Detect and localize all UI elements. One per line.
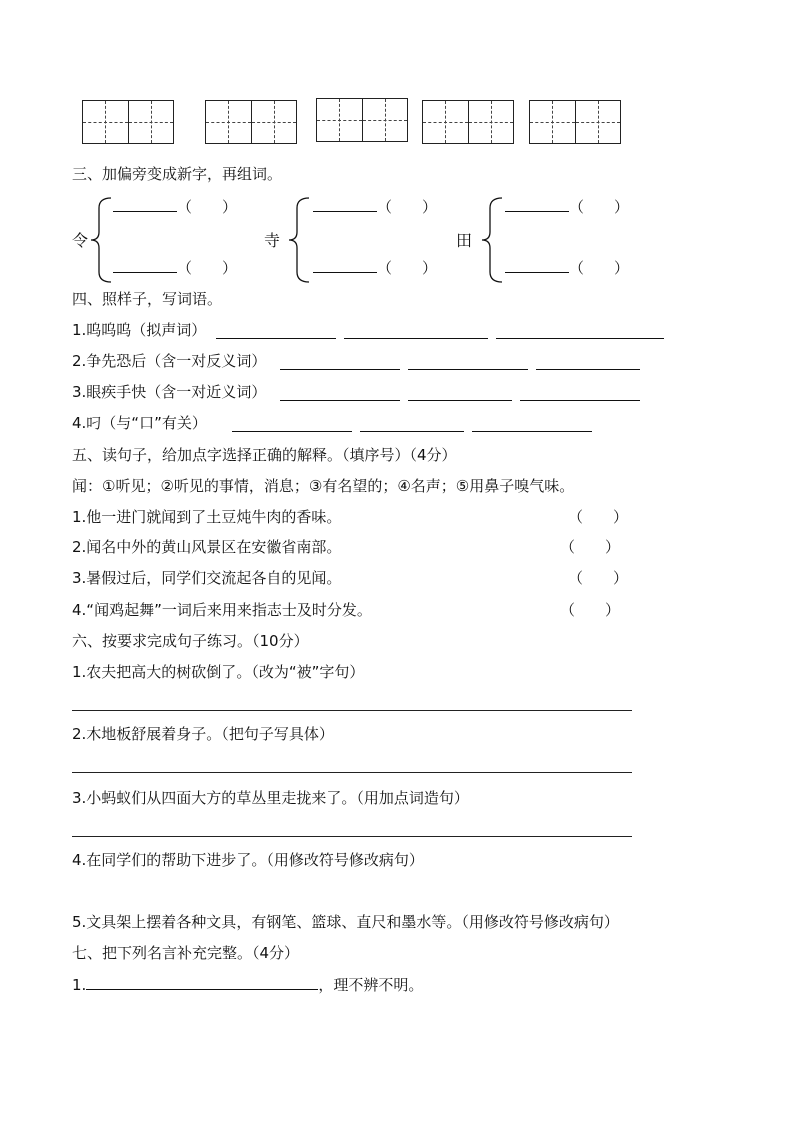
answer-blank[interactable] — [408, 369, 528, 370]
base-character: 寺 — [264, 231, 281, 250]
section-6-title: 六、按要求完成句子练习。（10分） — [72, 632, 309, 650]
answer-blank[interactable] — [280, 369, 400, 370]
brace-icon — [480, 196, 504, 284]
paren-blank[interactable]: （ ） — [560, 601, 621, 619]
paren-blank[interactable]: （ ） — [377, 198, 438, 216]
writing-grid-box[interactable] — [82, 100, 174, 144]
brace-icon — [89, 196, 113, 284]
answer-row — [313, 257, 437, 278]
paren-blank[interactable]: （ ） — [568, 508, 629, 526]
answer-blank[interactable] — [536, 369, 640, 370]
word-blank[interactable] — [505, 196, 569, 212]
answer-blank[interactable] — [520, 400, 640, 401]
grid-cell[interactable] — [362, 99, 408, 141]
writing-grid-box[interactable] — [422, 100, 514, 144]
paren-blank[interactable]: （ ） — [560, 538, 621, 556]
section-6-item-4: 4.在同学们的帮助下进步了。（用修改符号修改病句） — [72, 851, 424, 869]
section-7-item-1 — [72, 975, 423, 994]
word-blank[interactable] — [505, 257, 569, 273]
section-6-item-3: 3.小蚂蚁们从四面大方的草丛里走拢来了。（用加点词造句） — [72, 789, 469, 807]
word-blank[interactable] — [113, 196, 177, 212]
grid-cell[interactable] — [468, 101, 514, 143]
answer-blank[interactable] — [360, 431, 464, 432]
answer-blank[interactable] — [216, 338, 336, 339]
section-5-item-2: 2.闻名中外的黄山风景区在安徽省南部。 — [72, 538, 342, 556]
paren-blank[interactable]: （ ） — [569, 259, 630, 277]
answer-line[interactable] — [72, 836, 632, 837]
answer-blank[interactable] — [86, 975, 318, 990]
word-blank[interactable] — [313, 257, 377, 273]
section-7-title: 七、把下列名言补充完整。（4分） — [72, 944, 300, 962]
quote-ending: ，理不辨不明。 — [318, 976, 424, 994]
answer-blank[interactable] — [408, 400, 512, 401]
word-blank[interactable] — [113, 257, 177, 273]
grid-cell[interactable] — [128, 101, 174, 143]
writing-grid-box[interactable] — [316, 98, 408, 142]
paren-blank[interactable]: （ ） — [568, 569, 629, 587]
brace-icon — [287, 196, 311, 284]
paren-blank[interactable]: （ ） — [377, 259, 438, 277]
section-5-title: 五、读句子，给加点字选择正确的解释。（填序号）（4分） — [72, 446, 457, 464]
answer-row — [113, 257, 237, 278]
answer-row — [313, 196, 437, 217]
section-5-item-3: 3.暑假过后，同学们交流起各自的见闻。 — [72, 569, 342, 587]
grid-cell[interactable] — [423, 101, 468, 143]
section-6-item-1: 1.农夫把高大的树砍倒了。（改为“被”字句） — [72, 663, 365, 681]
base-character: 田 — [456, 231, 473, 250]
answer-blank[interactable] — [280, 400, 400, 401]
section-4-item-4: 4.叼（与“口”有关） — [72, 414, 207, 432]
section-6-item-2: 2.木地板舒展着身子。（把句子写具体） — [72, 725, 334, 743]
section-4-item-1: 1.呜呜呜（拟声词） — [72, 321, 207, 339]
grid-cell[interactable] — [317, 99, 362, 141]
section-5-item-1: 1.他一进门就闻到了土豆炖牛肉的香味。 — [72, 508, 342, 526]
word-blank[interactable] — [313, 196, 377, 212]
writing-grid-box[interactable] — [205, 100, 297, 144]
answer-blank[interactable] — [344, 338, 488, 339]
writing-grid-box[interactable] — [529, 100, 621, 144]
section-6-item-5: 5.文具架上摆着各种文具，有钢笔、篮球、直尺和墨水等。（用修改符号修改病句） — [72, 913, 619, 931]
answer-row — [505, 196, 629, 217]
grid-cell[interactable] — [530, 101, 575, 143]
base-character: 令 — [72, 231, 89, 250]
paren-blank[interactable]: （ ） — [569, 198, 630, 216]
answer-line[interactable] — [72, 710, 632, 711]
grid-cell[interactable] — [251, 101, 297, 143]
paren-blank[interactable]: （ ） — [177, 259, 238, 277]
answer-row — [113, 196, 237, 217]
section-5-item-4: 4.“闻鸡起舞”一词后来用来指志士及时分发。 — [72, 601, 372, 619]
grid-cell[interactable] — [575, 101, 621, 143]
item-number: 1. — [72, 976, 87, 994]
grid-cell[interactable] — [206, 101, 251, 143]
section-4-item-2: 2.争先恐后（含一对反义词） — [72, 352, 267, 370]
answer-line[interactable] — [72, 772, 632, 773]
answer-blank[interactable] — [496, 338, 664, 339]
section-3-title: 三、加偏旁变成新字，再组词。 — [72, 165, 283, 183]
paren-blank[interactable]: （ ） — [177, 198, 238, 216]
answer-blank[interactable] — [232, 431, 352, 432]
section-4-item-3: 3.眼疾手快（含一对近义词） — [72, 383, 267, 401]
section-4-title: 四、照样子，写词语。 — [72, 290, 223, 308]
answer-row — [505, 257, 629, 278]
definition-list: 闻：①听见；②听见的事情，消息；③有名望的；④名声；⑤用鼻子嗅气味。 — [72, 477, 575, 495]
grid-cell[interactable] — [83, 101, 128, 143]
answer-blank[interactable] — [472, 431, 592, 432]
